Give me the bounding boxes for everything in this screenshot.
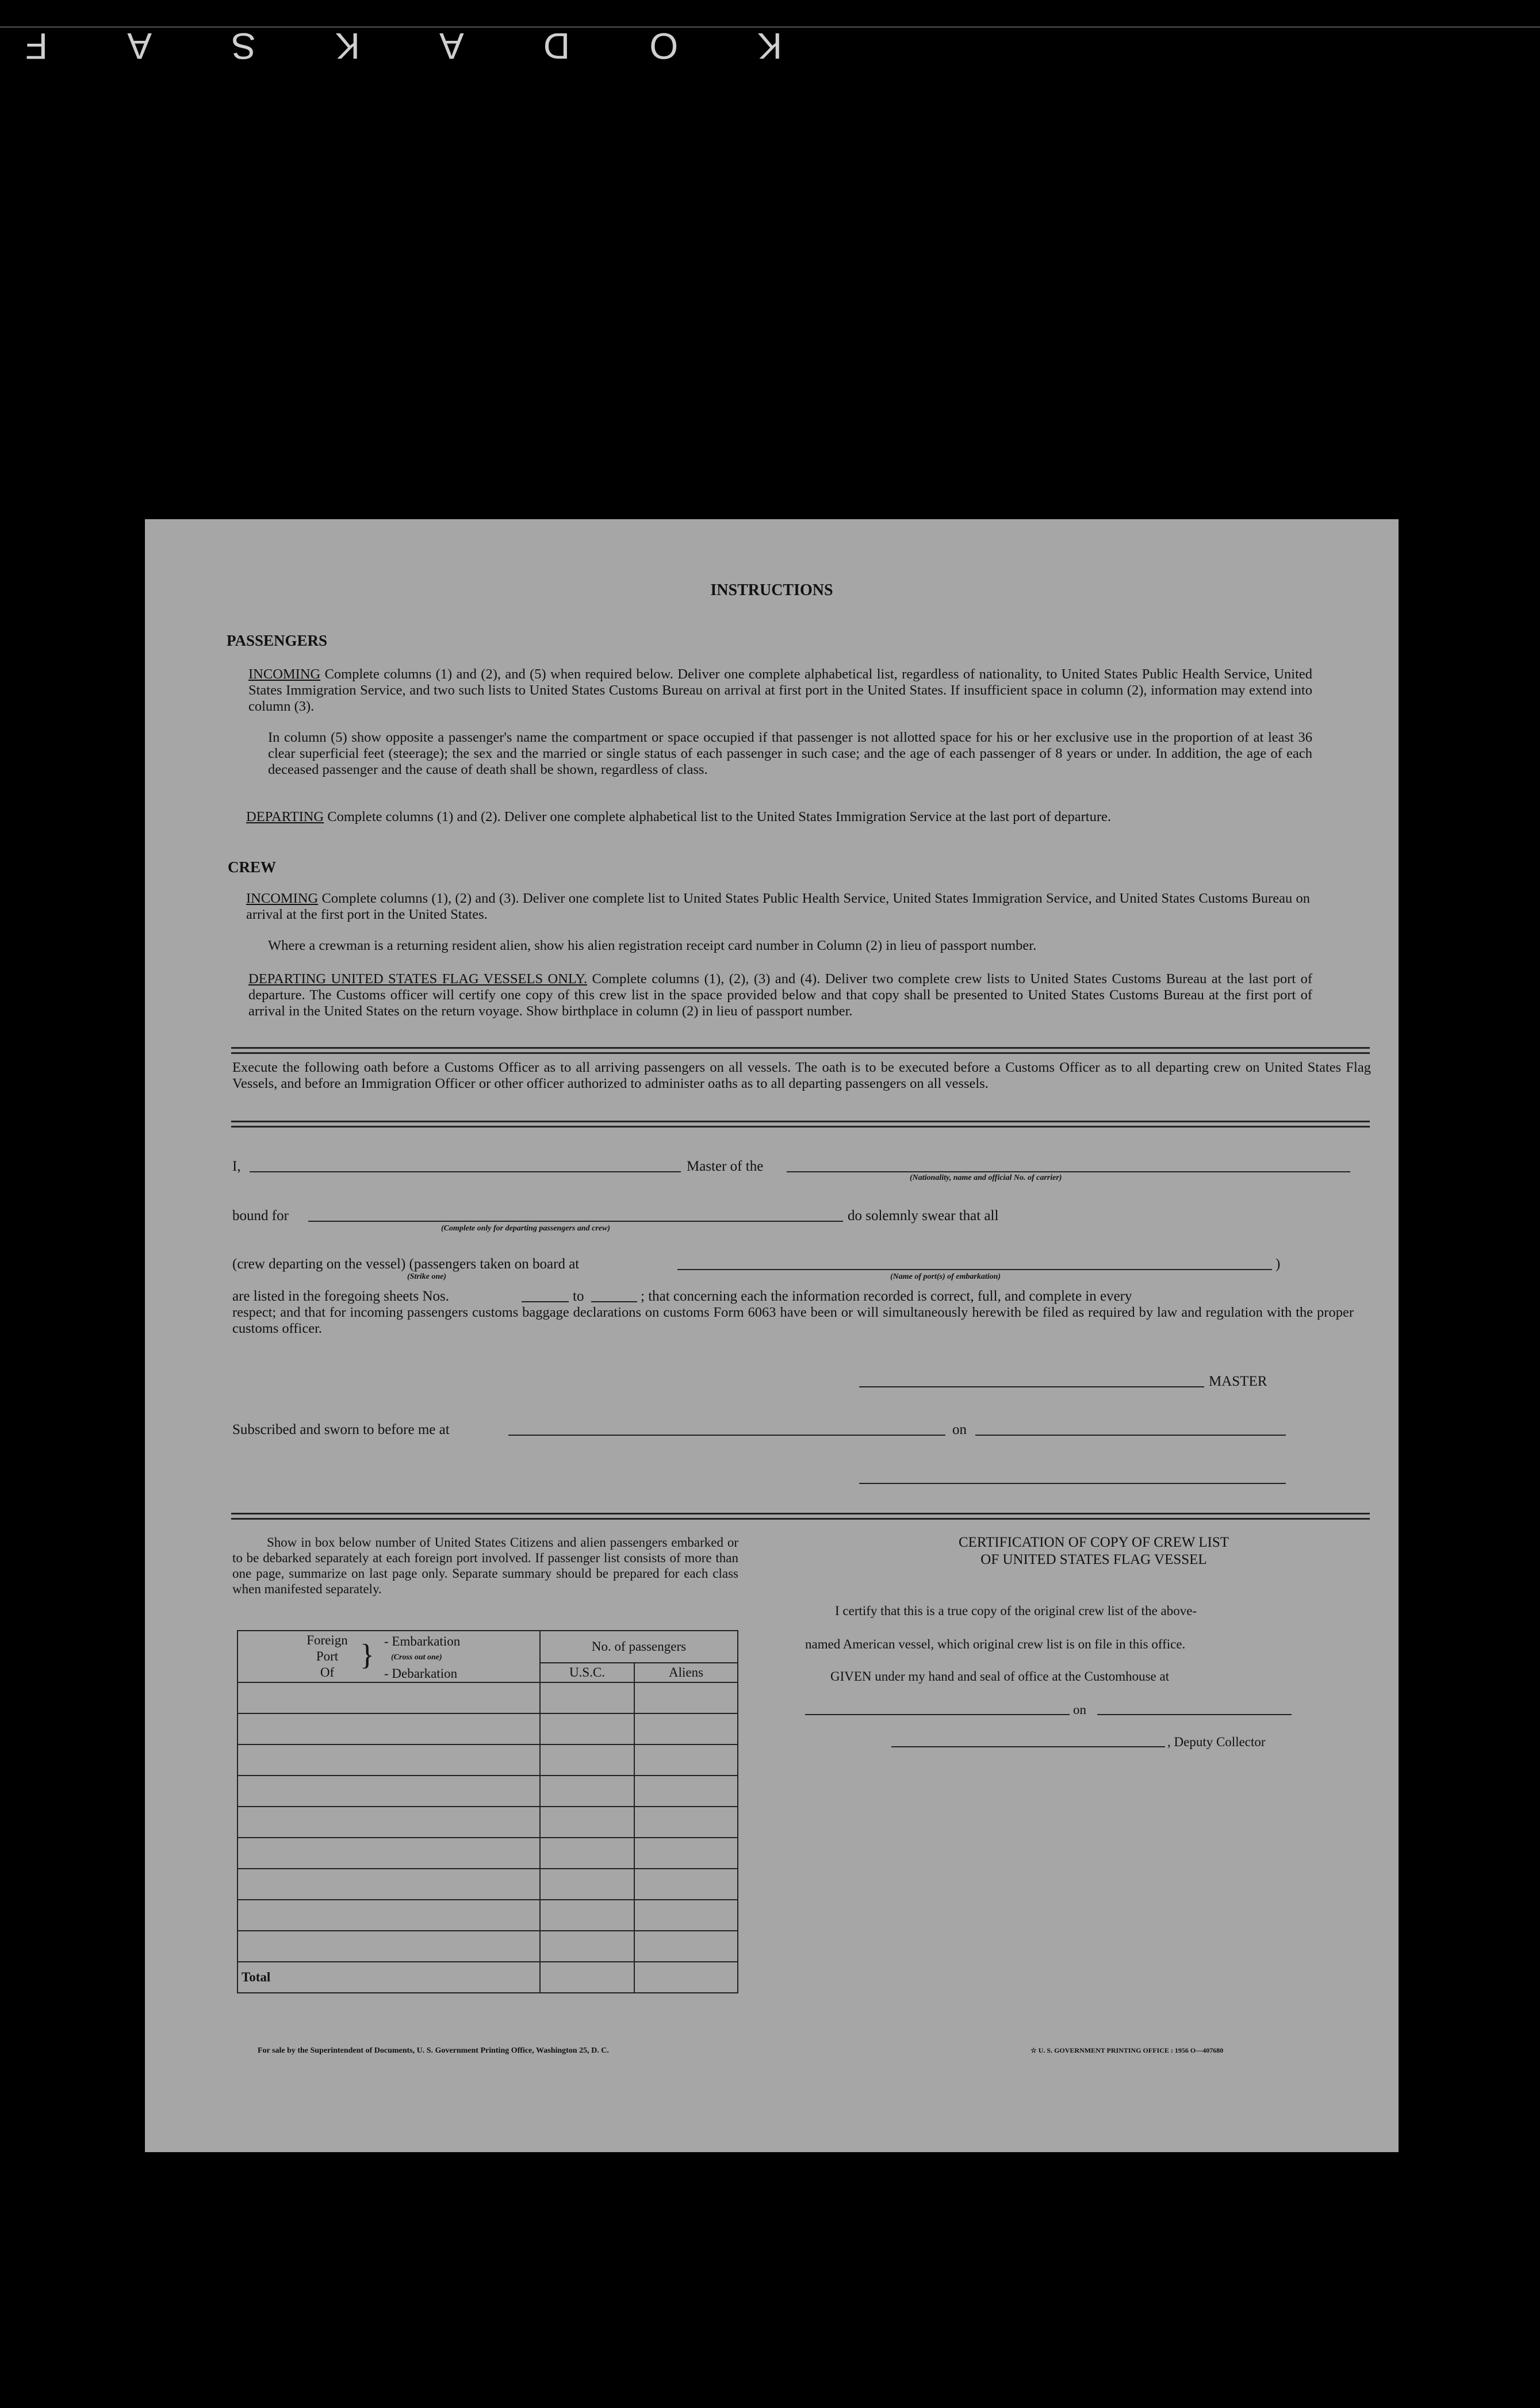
debarkation-label: - Debarkation bbox=[384, 1666, 458, 1681]
incoming-label: INCOMING bbox=[248, 666, 321, 682]
master-name-field[interactable] bbox=[250, 1171, 681, 1172]
certification-title-1: CERTIFICATION OF COPY OF CREW LIST bbox=[958, 1535, 1229, 1550]
usc-header: U.S.C. bbox=[540, 1663, 634, 1682]
double-rule bbox=[231, 1121, 1370, 1128]
cross-out-caption: (Cross out one) bbox=[391, 1653, 442, 1662]
port-caption: (Name of port(s) of embarkation) bbox=[890, 1272, 1001, 1281]
passenger-summary-table bbox=[237, 1630, 738, 1993]
double-rule bbox=[231, 1047, 1370, 1054]
brace-icon: } bbox=[360, 1639, 374, 1671]
incoming-text: Complete columns (1) and (2), and (5) when required below. Deliver one complete alphabetical list, regardless of nationality, to United States Public Health Service, United States Immigration Service, and two such lists to United States Customs Bureau on arrival at first port in the United States. If insufficient space in column (2), information may extend into column (3). bbox=[248, 666, 1312, 714]
film-edge-marking bbox=[23, 23, 782, 69]
crew-departing-text: Complete columns (1), (2), (3) and (4). Deliver two complete crew lists to United States Customs Bureau at the last port of departure. The Customs officer will certify one copy of this crew list in the space provided below and that copy shall be presented to United States Customs Bureau at the first port of arrival in the United States on the return voyage. Show birthplace in column (2) in lieu of passport number. bbox=[248, 971, 1312, 1019]
swear-text: do solemnly swear that all bbox=[848, 1208, 999, 1224]
resident-alien-paragraph: Where a crewman is a returning resident alien, show his alien registration receipt card number in Column (2) in lieu of passport number. bbox=[268, 938, 1037, 953]
embarkation-label: - Embarkation bbox=[384, 1634, 461, 1648]
sheet-from-field[interactable] bbox=[522, 1301, 569, 1302]
film-letter: S bbox=[229, 25, 256, 67]
footer-left: For sale by the Superintendent of Documents, U. S. Government Printing Office, Washington 25, D. C. bbox=[258, 2046, 609, 2055]
embarkation-port-field[interactable] bbox=[677, 1269, 1272, 1270]
subscribed-label: Subscribed and sworn to before me at bbox=[232, 1422, 450, 1437]
sheet-to-field[interactable] bbox=[591, 1301, 637, 1302]
listed-text-2: ; that concerning each the information recorded is correct, full, and complete in every bbox=[641, 1289, 1132, 1304]
deputy-collector-label: , Deputy Collector bbox=[1167, 1735, 1266, 1749]
crew-departing-label: DEPARTING UNITED STATES FLAG VESSELS ONLY. bbox=[248, 971, 588, 987]
oath-intro: Execute the following oath before a Customs Officer as to all arriving passengers on all vessels. The oath is to be executed before a Customs Officer as to all departing crew on United States Flag Vessels, and before an Immigration Officer or other officer authorized to administer oaths as to all departing passengers on all vessels. bbox=[232, 1060, 1371, 1091]
close-paren: ) bbox=[1275, 1256, 1281, 1272]
carrier-field[interactable] bbox=[787, 1171, 1350, 1172]
foreign-label: Foreign bbox=[307, 1633, 348, 1647]
table-row bbox=[237, 1744, 738, 1776]
master-signature-field[interactable] bbox=[859, 1386, 1204, 1387]
departing-text: Complete columns (1) and (2). Deliver one complete alphabetical list to the United States Immigration Service at the last port of departure. bbox=[327, 809, 1111, 825]
customhouse-field[interactable] bbox=[805, 1714, 1070, 1715]
film-letter: F bbox=[23, 25, 48, 67]
no-of-passengers-header: No. of passengers bbox=[540, 1631, 738, 1663]
table-row bbox=[237, 1807, 738, 1838]
oath-i-label: I, bbox=[232, 1159, 241, 1174]
footer-right: ☆ U. S. GOVERNMENT PRINTING OFFICE : 1956 O—407680 bbox=[1031, 2046, 1224, 2054]
sworn-place-field[interactable] bbox=[508, 1435, 945, 1436]
table-row bbox=[237, 1713, 738, 1744]
listed-rest: respect; and that for incoming passengers customs baggage declarations on customs Form 6063 have been or will simultaneously herewith be filed as required by law and regulation with the proper customs officer. bbox=[232, 1305, 1354, 1336]
column5-paragraph: In column (5) show opposite a passenger's name the compartment or space occupied if that passenger is not allotted space for his or her exclusive use in the proportion of at least 36 clear superficial feet (steerage); the sex and the married or single status of each passenger in such case; and the age of each passenger of 8 years or under. In addition, the age of each deceased passenger and the cause of death shall be shown, regardless of class. bbox=[268, 730, 1312, 777]
table-row bbox=[237, 1776, 738, 1807]
film-letter: O bbox=[647, 25, 679, 67]
listed-to: to bbox=[573, 1289, 584, 1304]
bound-for-label: bound for bbox=[232, 1208, 289, 1224]
certify-date-field[interactable] bbox=[1097, 1714, 1292, 1715]
crew-heading: CREW bbox=[228, 858, 277, 876]
table-row bbox=[237, 1900, 738, 1931]
crew-departing-text: (crew departing on the vessel) (passengers taken on board at bbox=[232, 1256, 580, 1272]
film-letter: K bbox=[333, 25, 360, 67]
destination-field[interactable] bbox=[308, 1221, 843, 1222]
certify-line-2: named American vessel, which original crew list is on file in this office. bbox=[805, 1637, 1186, 1651]
film-letter: A bbox=[437, 25, 464, 67]
double-rule bbox=[231, 1513, 1370, 1520]
strike-one-caption: (Strike one) bbox=[407, 1272, 447, 1281]
certification-title-2: OF UNITED STATES FLAG VESSEL bbox=[980, 1552, 1207, 1567]
departing-only-caption: (Complete only for departing passengers and crew) bbox=[441, 1224, 610, 1233]
crew-departing-paragraph bbox=[248, 971, 1312, 1019]
of-label: Of bbox=[320, 1665, 335, 1680]
aliens-header: Aliens bbox=[634, 1663, 738, 1682]
listed-text-1: are listed in the foregoing sheets Nos. bbox=[232, 1289, 449, 1304]
given-line: GIVEN under my hand and seal of office at the Customhouse at bbox=[830, 1669, 1170, 1684]
sworn-on-label: on bbox=[952, 1422, 967, 1437]
passengers-heading: PASSENGERS bbox=[227, 632, 328, 649]
instructions-title: INSTRUCTIONS bbox=[710, 581, 833, 599]
summary-instructions: Show in box below number of United States Citizens and alien passengers embarked or to be debarked separately at each foreign port involved. If passenger list consists of more than one page, summarize on last page only. Separate summary should be prepared for each class when manifested separately. bbox=[232, 1535, 738, 1596]
sworn-date-field[interactable] bbox=[975, 1435, 1286, 1436]
master-of-label: Master of the bbox=[687, 1159, 764, 1174]
officer-signature-field[interactable] bbox=[859, 1483, 1286, 1484]
table-row bbox=[237, 1931, 738, 1962]
departing-label: DEPARTING bbox=[246, 809, 324, 825]
port-header-cell bbox=[237, 1631, 540, 1682]
crew-incoming-paragraph bbox=[246, 891, 1310, 923]
port-label: Port bbox=[316, 1649, 339, 1663]
table-total-row bbox=[237, 1962, 738, 1993]
table-row bbox=[237, 1838, 738, 1869]
nationality-caption: (Nationality, name and official No. of carrier) bbox=[910, 1174, 1062, 1182]
film-letter: D bbox=[541, 25, 570, 67]
deputy-signature-field[interactable] bbox=[891, 1746, 1165, 1747]
film-letter: A bbox=[125, 25, 152, 67]
passengers-departing-paragraph bbox=[246, 809, 1312, 825]
total-label: Total bbox=[237, 1962, 540, 1993]
table-row bbox=[237, 1869, 738, 1900]
document-page bbox=[145, 519, 1399, 2152]
film-letter: K bbox=[755, 25, 782, 67]
crew-incoming-text: Complete columns (1), (2) and (3). Deliver one complete list to United States Public Health Service, United States Immigration Service, and United States Customs Bureau on arrival at the first port in the United States. bbox=[246, 891, 1310, 922]
certify-on-label: on bbox=[1073, 1703, 1086, 1717]
certify-line-1: I certify that this is a true copy of the original crew list of the above- bbox=[835, 1604, 1197, 1618]
passengers-incoming-paragraph bbox=[248, 666, 1312, 715]
master-label: MASTER bbox=[1209, 1374, 1267, 1389]
crew-incoming-label: INCOMING bbox=[246, 891, 319, 906]
table-row bbox=[237, 1682, 738, 1713]
table-header-row bbox=[237, 1631, 738, 1663]
